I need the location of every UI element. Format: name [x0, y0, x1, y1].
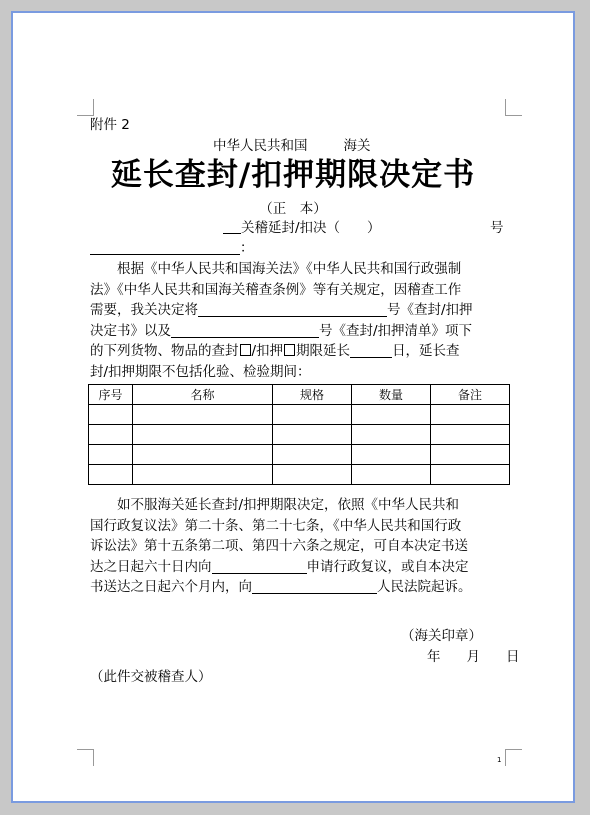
table-cell[interactable] [431, 465, 510, 485]
margin-corner-top-right [505, 99, 522, 116]
table-cell[interactable] [89, 405, 133, 425]
paragraph-line: 书送达之日起六个月内，向 人民法院起诉。 [90, 579, 472, 596]
table-cell[interactable] [273, 425, 352, 445]
paragraph-line: 的下列货物、物品的查封 /扣押 期限延长 日，延长查 [90, 343, 460, 360]
table-cell[interactable] [273, 405, 352, 425]
paragraph-line: 法》《中华人民共和国海关稽查条例》等有关规定，因稽查工作 [90, 281, 462, 298]
decision-number-blank [198, 301, 387, 317]
column-header-spec: 规格 [273, 385, 352, 405]
table-cell[interactable] [89, 465, 133, 485]
table-header-row [89, 385, 510, 405]
review-authority-blank [212, 558, 307, 574]
copy-type: （正 本） [259, 201, 327, 217]
court-blank [252, 578, 377, 594]
paragraph-line: 需要，我关决定将 号《查封/扣押 [90, 302, 473, 319]
table-cell[interactable] [431, 405, 510, 425]
document-title: 延长查封/扣押期限决定书 [110, 157, 476, 193]
decision-paragraph [90, 259, 510, 383]
table-cell[interactable] [431, 445, 510, 465]
date-day: 日 [506, 649, 520, 665]
table-cell[interactable] [133, 445, 273, 465]
table-cell[interactable] [133, 405, 273, 425]
paragraph-line: 决定书》以及 号《查封/扣押清单》项下 [90, 322, 473, 339]
document-page [13, 13, 573, 801]
paragraph-line: 封/扣押期限不包括化验、检验期间： [90, 363, 311, 380]
table-cell[interactable] [89, 425, 133, 445]
date-year: 年 [427, 649, 441, 665]
table-cell[interactable] [352, 425, 431, 445]
document-number [223, 218, 381, 238]
attachment-label: 附件 2 [90, 117, 130, 133]
table-cell[interactable] [352, 465, 431, 485]
addressee-blank [90, 239, 240, 255]
customs-blank [223, 219, 241, 234]
paragraph-line: 国行政复议法》第二十条、第二十七条，《中华人民共和国行政 [90, 517, 462, 534]
table-row [89, 445, 510, 465]
customs-name: 海关 [343, 138, 371, 154]
table-row [89, 405, 510, 425]
addressee-colon: ： [240, 240, 254, 256]
seal-checkbox[interactable] [240, 344, 251, 356]
table-cell[interactable] [352, 405, 431, 425]
detain-checkbox[interactable] [284, 344, 295, 356]
list-number-blank [171, 322, 319, 338]
document-number-suffix: 号 [490, 220, 504, 236]
date-line [401, 647, 520, 667]
table-cell[interactable] [431, 425, 510, 445]
customs-header [213, 136, 371, 156]
table-cell[interactable] [273, 465, 352, 485]
appeal-paragraph [90, 495, 510, 598]
table-cell[interactable] [352, 445, 431, 465]
column-header-quantity: 数量 [352, 385, 431, 405]
table-row [89, 465, 510, 485]
margin-corner-bottom-left [77, 749, 94, 766]
column-header-index: 序号 [89, 385, 133, 405]
paragraph-line: 如不服海关延长查封/扣押期限决定，依照《中华人民共和 [117, 497, 460, 513]
paragraph-line: 达之日起六十日内向 申请行政复议，或自本决定 [90, 558, 469, 575]
goods-table [88, 384, 510, 485]
date-month: 月 [466, 649, 480, 665]
paragraph-line: 诉讼法》第十五条第二项、第四十六条之规定，可自本决定书送 [90, 538, 468, 555]
paragraph-line: 根据《中华人民共和国海关法》《中华人民共和国行政强制 [117, 261, 462, 277]
country-name: 中华人民共和国 [213, 138, 308, 154]
margin-corner-bottom-right [505, 749, 522, 766]
page-number: 1 [497, 756, 502, 764]
page-frame [11, 11, 575, 803]
table-cell[interactable] [133, 465, 273, 485]
customs-seal: （海关印章） [401, 628, 482, 644]
extension-days-blank [350, 342, 392, 358]
margin-corner-top-left [77, 99, 94, 116]
table-cell[interactable] [89, 445, 133, 465]
table-cell[interactable] [133, 425, 273, 445]
column-header-remarks: 备注 [431, 385, 510, 405]
table-cell[interactable] [273, 445, 352, 465]
document-number-text: 关稽延封/扣决（ ） [241, 220, 381, 236]
table-row [89, 425, 510, 445]
addressee-line [90, 238, 254, 258]
recipient-note: （此件交被稽查人） [90, 669, 212, 685]
column-header-name: 名称 [133, 385, 273, 405]
